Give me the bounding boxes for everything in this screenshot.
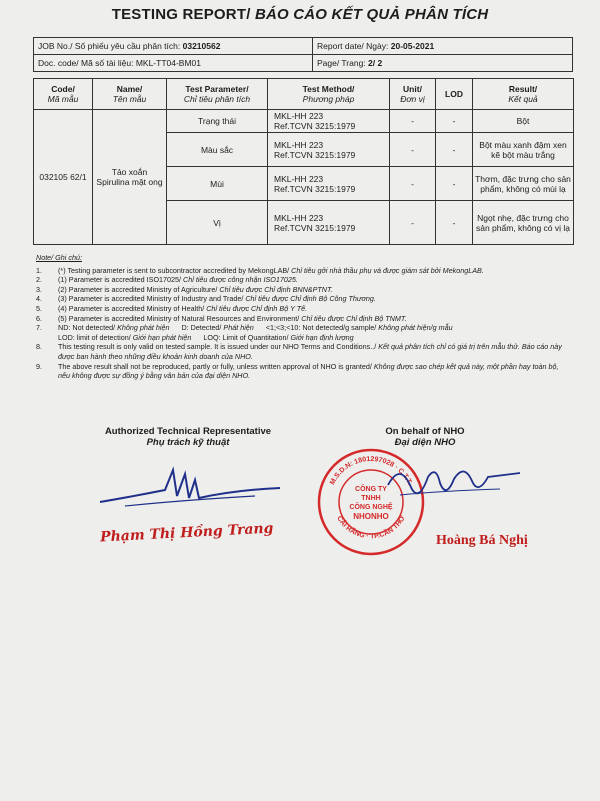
result-cell: Bột — [473, 110, 574, 133]
doc-code-label: Doc. code/ Mã số tài liệu: — [38, 58, 134, 68]
header-unit: Unit/ Đơn vị — [390, 79, 436, 110]
doc-code-value: MKL-TT04-BM01 — [135, 58, 201, 68]
note-item: 5. (4) Parameter is accredited Ministry of Health/ Chỉ tiêu được Chỉ định Bộ Y Tế. — [36, 303, 308, 313]
right-title-vi: Đại diện NHO — [394, 437, 456, 448]
right-signature-image — [380, 455, 530, 515]
unit-cell: - — [390, 201, 436, 245]
param-cell: Mùi — [167, 167, 268, 201]
stamp-line1: CÔNG TY — [355, 486, 387, 493]
unit-cell: - — [390, 167, 436, 201]
result-cell: Thơm, đặc trưng cho sản phẩm, không có mùi lạ — [473, 167, 574, 201]
job-number-cell — [34, 38, 313, 55]
note-item: 9. The above result shall not be reproduced, partly or fully, unless written approval of NHO is granted/ Không được sao chép kết quả này, một phần hay toàn bộ, nếu không được sự đồng ý bằng văn bản của đại diện NHO. — [36, 361, 559, 381]
lod-cell: - — [436, 133, 473, 167]
method-cell: MKL-HH 223 Ref.TCVN 3215:1979 — [268, 110, 390, 133]
stamp-line3: CÔNG NGHỆ — [349, 504, 393, 511]
stamp-outer-text: M.S.D.N: 1801297028 · C.T.T. — [329, 455, 413, 487]
results-table — [33, 78, 574, 245]
report-title — [0, 6, 600, 23]
job-number-value: 03210562 — [182, 41, 221, 51]
note-item: 6. (5) Parameter is accredited Ministry of Natural Resources and Environment/ Chỉ tiêu được Chỉ định Bộ TNMT. — [36, 313, 407, 323]
unit-cell: - — [390, 110, 436, 133]
nho-representative-name: Hoàng Bá Nghị — [436, 533, 528, 548]
doc-code-cell — [34, 55, 313, 72]
note-item: 4. (3) Parameter is accredited Ministry of Industry and Trade/ Chỉ tiêu được Chỉ định Bộ Công Thương. — [36, 294, 376, 304]
left-signature-image — [95, 460, 285, 520]
note-item: 2. (1) Parameter is accredited ISO17025/ Chỉ tiêu được công nhận ISO17025. — [36, 275, 298, 285]
page-cell — [313, 55, 573, 72]
stamp-line4: NHONHO — [353, 512, 389, 521]
left-title-en: Authorized Technical Representative — [104, 426, 272, 437]
header-code: Code/ Mã mẫu — [34, 79, 93, 110]
report-date-label: Report date/ Ngày: — [317, 41, 389, 51]
header-lod: LOD — [436, 79, 473, 110]
method-cell: MKL-HH 223 Ref.TCVN 3215:1979 — [268, 201, 390, 245]
page-label: Page/ Trang: — [317, 58, 366, 68]
result-cell: Bột màu xanh đậm xen kẽ bột màu trắng — [473, 133, 574, 167]
param-cell: Màu sắc — [167, 133, 268, 167]
header-test-parameter: Test Parameter/ Chỉ tiêu phân tích — [167, 79, 268, 110]
report-date-value: 20-05-2021 — [390, 41, 435, 51]
technical-representative-block — [88, 426, 288, 448]
sample-name: Tảo xoắn Spirulina mật ong — [93, 110, 167, 245]
method-cell: MKL-HH 223 Ref.TCVN 3215:1979 — [268, 133, 390, 167]
note-item: LOD: limit of detection/ Giới hạn phát hiện LOQ: Limit of Quantitation/ Giới hạn định lượng — [58, 332, 354, 342]
method-cell: MKL-HH 223 Ref.TCVN 3215:1979 — [268, 167, 390, 201]
sample-code: 032105 62/1 — [34, 110, 93, 245]
lod-cell: - — [436, 110, 473, 133]
note-item: 8. This testing result is only valid on tested sample. It is issued under our NHO Terms and Conditions../ Kết quả phân tích chỉ có giá trị trên mẫu thử. Báo cáo này được ban hành theo những điều khoản kinh doanh của NHO. — [36, 342, 562, 361]
notes-section — [36, 253, 566, 381]
lod-cell: - — [436, 167, 473, 201]
left-title-vi: Phụ trách kỹ thuật — [146, 437, 230, 448]
result-cell: Ngọt nhẹ, đặc trưng cho sản phẩm, không có vị lạ — [473, 201, 574, 245]
unit-cell: - — [390, 133, 436, 167]
results-header-row — [34, 79, 574, 110]
job-number-label: JOB No./ Số phiếu yêu cầu phân tích: — [38, 41, 181, 51]
note-item: 3. (2) Parameter is accredited Ministry of Agriculture/ Chỉ tiêu được Chỉ định BNN&PTNT. — [36, 284, 333, 294]
lod-cell: - — [436, 201, 473, 245]
note-item: 7. ND: Not detected/ Không phát hiện D: Detected/ Phát hiện <1;<3;<10: Not detected/g sample/ Không phát hiện/g mẫu — [36, 323, 453, 333]
header-result: Result/ Kết quả — [473, 79, 574, 110]
report-date-cell — [313, 38, 573, 55]
stamp-line2: TNHH — [361, 495, 381, 502]
report-meta-table — [33, 37, 573, 72]
note-item: 1. (*) Testing parameter is sent to subcontractor accredited by MekongLAB/ Chỉ tiêu gởi nhà thầu phụ và được giám sát bởi MekongLAB. — [36, 265, 484, 275]
param-cell: Vị — [167, 201, 268, 245]
notes-heading: Note/ Ghi chú: — [36, 253, 82, 262]
title-en: TESTING REPORT/ — [111, 6, 251, 23]
title-vi: BÁO CÁO KẾT QUẢ PHÂN TÍCH — [254, 6, 489, 23]
nho-representative-block — [355, 426, 495, 448]
header-test-method: Test Method/ Phương pháp — [268, 79, 390, 110]
table-row — [34, 110, 574, 133]
page-value: 2/ 2 — [368, 58, 383, 68]
param-cell: Trạng thái — [167, 110, 268, 133]
right-title-en: On behalf of NHO — [385, 426, 465, 437]
header-name: Name/ Tên mẫu — [93, 79, 167, 110]
technical-representative-name: Phạm Thị Hồng Trang — [99, 520, 274, 546]
stamp-bottom-text: CÁI RĂNG · TP.CẦN THƠ — [335, 515, 407, 541]
